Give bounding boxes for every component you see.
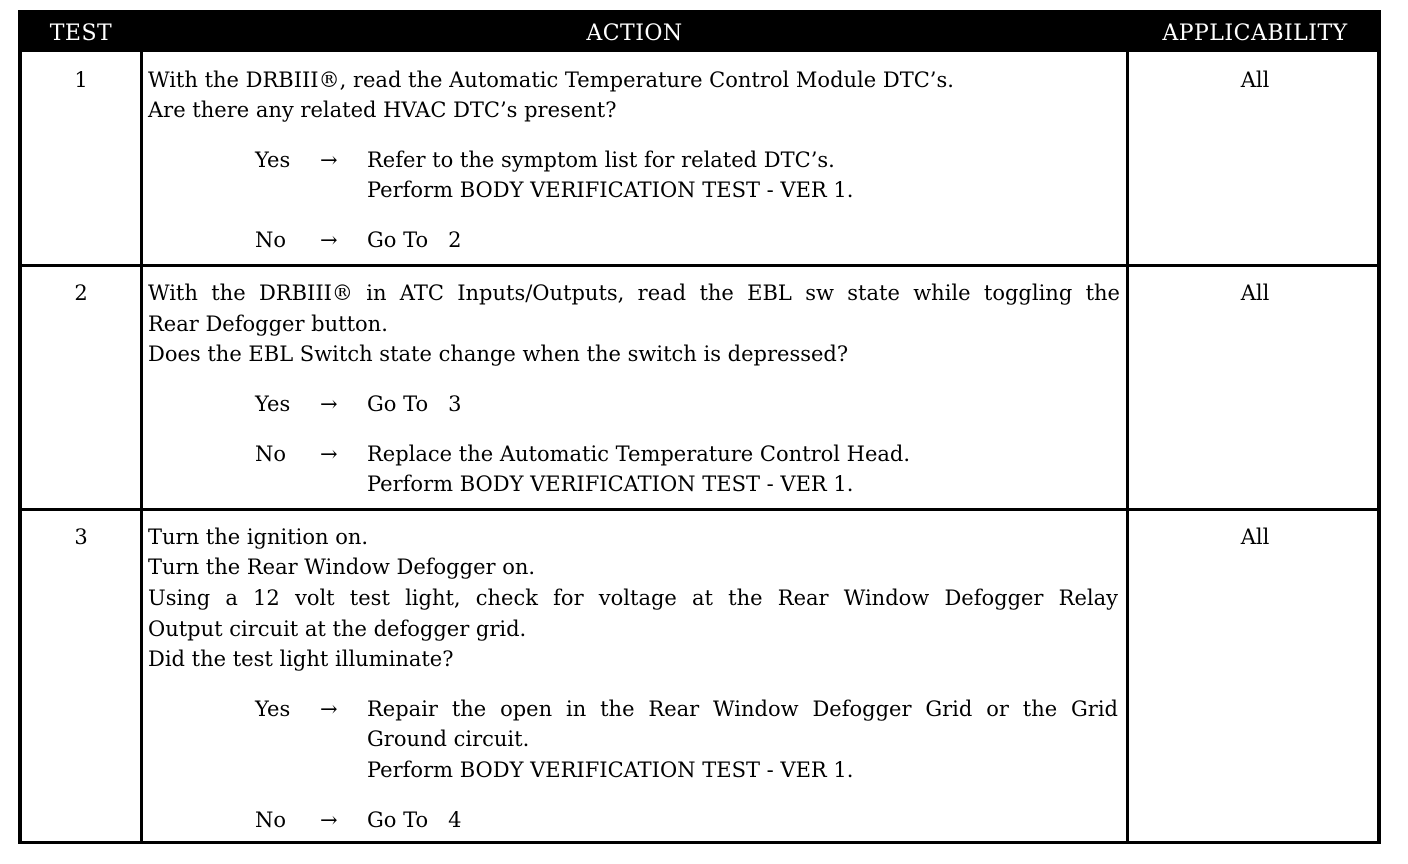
action-line: Does the EBL Switch state change when the switch is depressed? — [148, 342, 849, 366]
action-line: With the DRBIII®, read the Automatic Temperature Control Module DTC’s. — [148, 68, 954, 92]
outcome-line: Go To 2 — [367, 228, 462, 252]
outcome-answer: Yes — [255, 148, 291, 172]
action-line: Turn the ignition on. — [148, 525, 369, 549]
row-divider-1-2 — [22, 264, 1377, 267]
action-line: Turn the Rear Window Defogger on. — [148, 555, 536, 579]
outcome-line: Repair the open in the Rear Window Defogger Grid or the Grid — [367, 697, 1118, 721]
outcome-line: Perform BODY VERIFICATION TEST - VER 1. — [367, 178, 854, 202]
outcome-line: Perform BODY VERIFICATION TEST - VER 1. — [367, 758, 854, 782]
outcome-answer: No — [255, 808, 287, 832]
arrow-icon: → — [320, 228, 338, 252]
applicability-value: All — [1240, 68, 1270, 92]
header-applicability: APPLICABILITY — [1162, 21, 1348, 46]
action-line: Did the test light illuminate? — [148, 647, 454, 671]
outcome-answer: Yes — [255, 697, 291, 721]
outcome-line: Refer to the symptom list for related DTC’s. — [367, 148, 835, 172]
outcome-answer: No — [255, 228, 287, 252]
diagnostic-test-table — [18, 10, 1381, 844]
action-line: Output circuit at the defogger grid. — [148, 617, 527, 641]
test-number: 3 — [74, 525, 88, 549]
outcome-line: Ground circuit. — [367, 727, 530, 751]
arrow-icon: → — [320, 808, 338, 832]
action-line: With the DRBIII® in ATC Inputs/Outputs, read the EBL sw state while toggling the — [148, 281, 1120, 305]
outcome-line: Go To 4 — [367, 808, 462, 832]
table-header — [22, 14, 1377, 52]
row-divider-2-3 — [22, 508, 1377, 511]
applicability-value: All — [1240, 281, 1270, 305]
outcome-line: Replace the Automatic Temperature Control Head. — [367, 442, 911, 466]
action-line: Rear Defogger button. — [148, 312, 388, 336]
outcome-line: Perform BODY VERIFICATION TEST - VER 1. — [367, 472, 854, 496]
action-line: Are there any related HVAC DTC’s present? — [148, 98, 617, 122]
outcome-answer: Yes — [255, 392, 291, 416]
outcome-line: Go To 3 — [367, 392, 462, 416]
applicability-value: All — [1240, 525, 1270, 549]
action-line: Using a 12 volt test light, check for voltage at the Rear Window Defogger Relay — [148, 586, 1118, 610]
test-number: 2 — [74, 281, 88, 305]
column-divider-test-action — [140, 14, 143, 841]
arrow-icon: → — [320, 392, 338, 416]
outcome-answer: No — [255, 442, 287, 466]
arrow-icon: → — [320, 442, 338, 466]
arrow-icon: → — [320, 148, 338, 172]
arrow-icon: → — [320, 697, 338, 721]
test-number: 1 — [74, 68, 88, 92]
header-test: TEST — [49, 21, 113, 46]
header-action: ACTION — [586, 21, 683, 46]
column-divider-action-applicability — [1126, 14, 1129, 841]
